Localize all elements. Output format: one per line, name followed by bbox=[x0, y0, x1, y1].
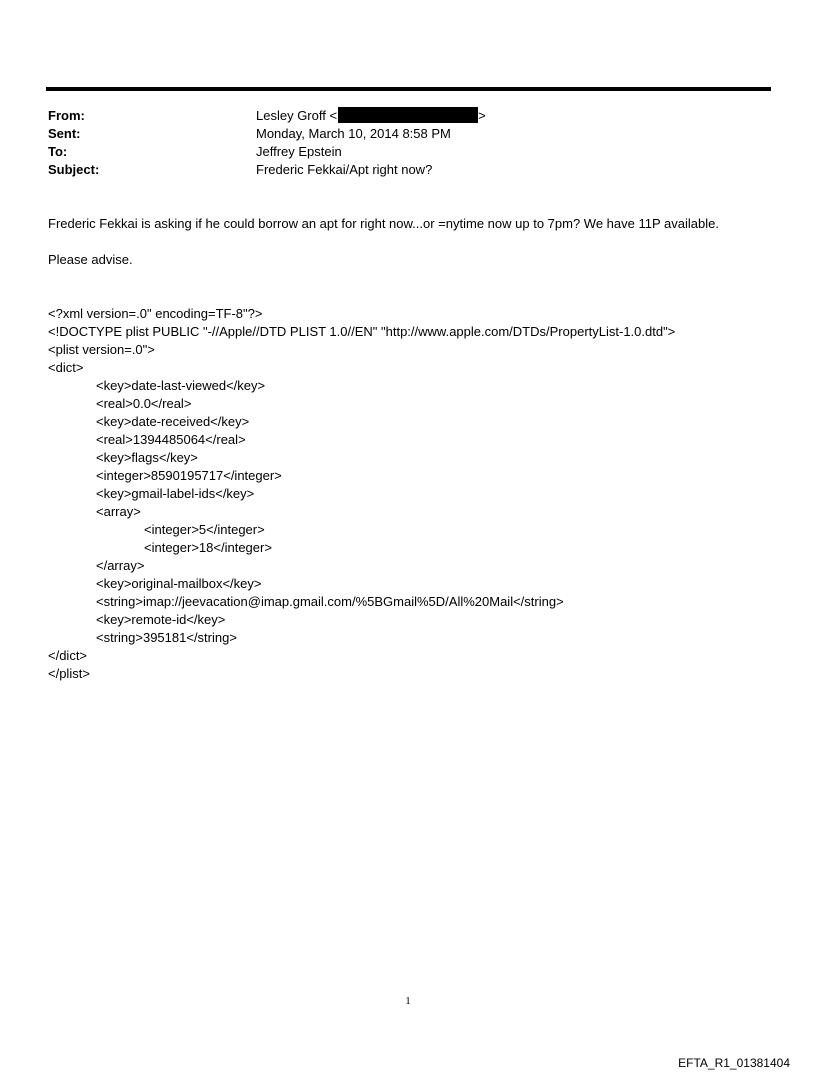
xml-line: <!DOCTYPE plist PUBLIC "-//Apple//DTD PLIST 1.0//EN" "http://www.apple.com/DTDs/PropertyList-1.0.dtd"> bbox=[48, 324, 676, 339]
to-label: To: bbox=[48, 144, 68, 159]
sender-bracket: > bbox=[478, 108, 486, 123]
email-header bbox=[48, 107, 768, 179]
xml-line: <integer>5</integer> bbox=[144, 522, 265, 537]
to-value: Jeffrey Epstein bbox=[256, 144, 342, 159]
xml-line: <plist version=.0"> bbox=[48, 342, 155, 357]
xml-line: <key>date-received</key> bbox=[96, 414, 250, 429]
body-paragraph-2: Please advise. bbox=[48, 252, 133, 267]
redaction-box bbox=[338, 107, 478, 123]
xml-line: <real>0.0</real> bbox=[96, 396, 192, 411]
subject-value: Frederic Fekkai/Apt right now? bbox=[256, 162, 433, 177]
body-paragraph-1: Frederic Fekkai is asking if he could borrow an apt for right now...or =nytime now up to 7pm? We have 11P available. bbox=[48, 216, 719, 231]
from-value bbox=[256, 107, 486, 125]
xml-line: <integer>18</integer> bbox=[144, 540, 272, 555]
page-number: 1 bbox=[405, 995, 411, 1007]
subject-label: Subject: bbox=[48, 162, 100, 177]
xml-line: <string>395181</string> bbox=[96, 630, 237, 645]
document-id: EFTA_R1_01381404 bbox=[678, 1056, 790, 1070]
to-row bbox=[48, 143, 768, 161]
xml-line: <string>imap://jeevacation@imap.gmail.com/%5BGmail%5D/All%20Mail</string> bbox=[96, 594, 564, 609]
xml-line: <key>original-mailbox</key> bbox=[96, 576, 262, 591]
xml-line: </array> bbox=[96, 558, 145, 573]
subject-row bbox=[48, 161, 768, 179]
xml-line: <real>1394485064</real> bbox=[96, 432, 246, 447]
sent-label: Sent: bbox=[48, 126, 81, 141]
sender-name: Lesley Groff < bbox=[256, 108, 338, 123]
xml-line: <?xml version=.0" encoding=TF-8"?> bbox=[48, 306, 263, 321]
from-row bbox=[48, 107, 768, 125]
xml-plist-block bbox=[48, 305, 675, 683]
xml-line: <key>gmail-label-ids</key> bbox=[96, 486, 255, 501]
xml-line: </plist> bbox=[48, 666, 90, 681]
sent-value: Monday, March 10, 2014 8:58 PM bbox=[256, 126, 451, 141]
xml-line: <array> bbox=[96, 504, 141, 519]
xml-line: <key>date-last-viewed</key> bbox=[96, 378, 266, 393]
sent-row bbox=[48, 125, 768, 143]
header-divider bbox=[46, 87, 771, 91]
xml-line: </dict> bbox=[48, 648, 88, 663]
xml-line: <integer>8590195717</integer> bbox=[96, 468, 282, 483]
xml-line: <key>flags</key> bbox=[96, 450, 198, 465]
xml-line: <key>remote-id</key> bbox=[96, 612, 226, 627]
from-label: From: bbox=[48, 108, 85, 123]
xml-line: <dict> bbox=[48, 360, 84, 375]
